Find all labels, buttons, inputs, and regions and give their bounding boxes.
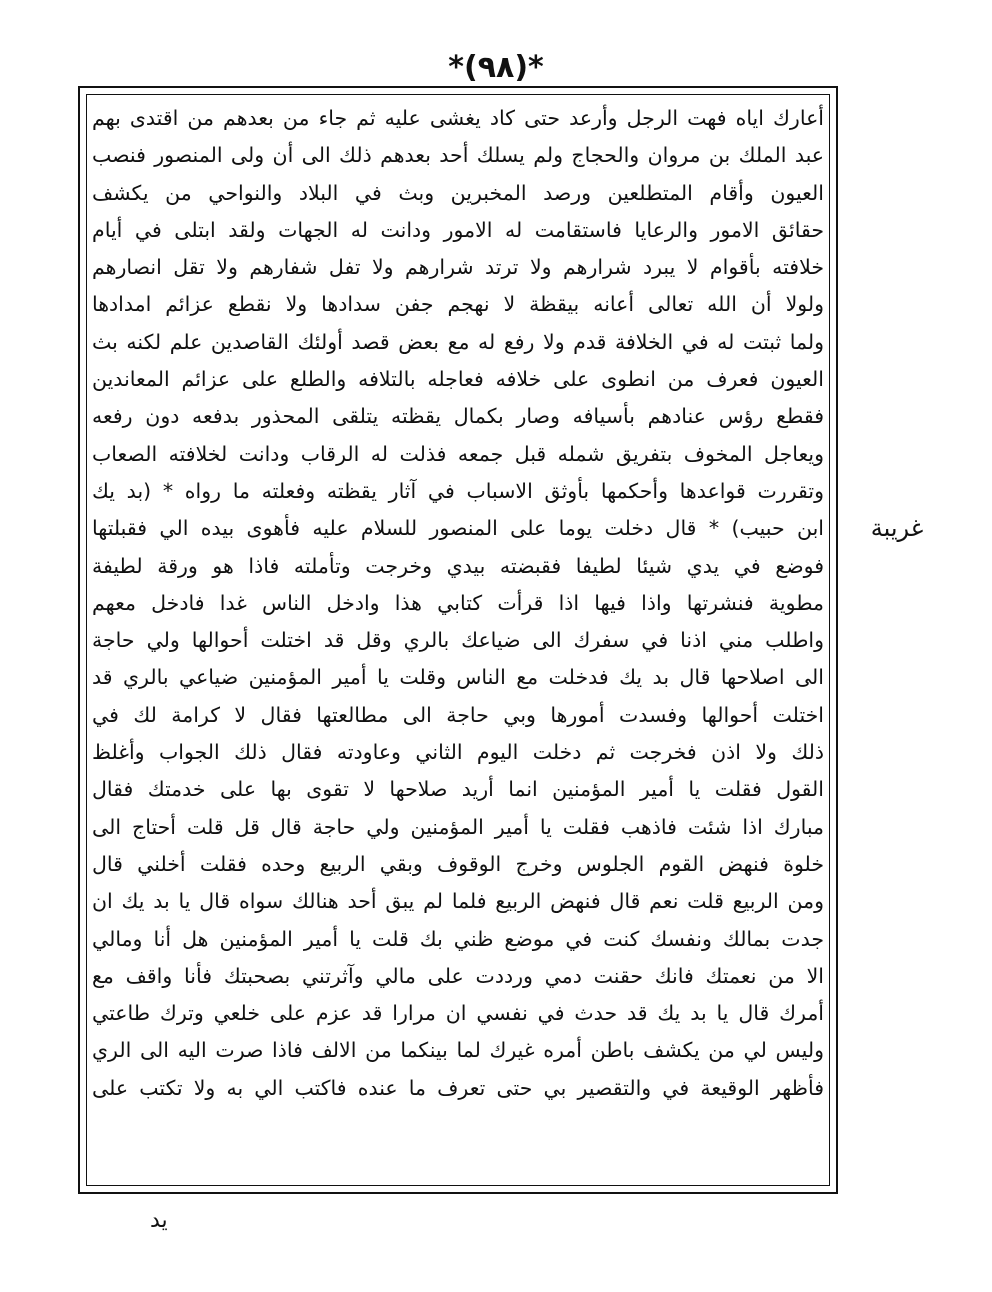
text-line: فأظهر الوقيعة في والتقصير بي حتى تعرف ما عنده فاكتب الي به ولا تكتب على bbox=[92, 1075, 824, 1100]
text-line: عبد الملك بن مروان والحجاج ولم يسلك أحد بعدهم ذلك الى أن ولى المنصور فنصب bbox=[92, 143, 824, 168]
text-line: خلافته بأقوام لا يبرد شرارهم ولا ترتد شرارهم ولا تفل شفارهم ولا تقل انصارهم bbox=[92, 255, 824, 280]
text-line: جدت بمالك ونفسك كنت في موضع ظني بك قلت يا أمير المؤمنين هل أنا ومالي bbox=[92, 926, 824, 951]
text-line: الا من نعمتك فانك حقنت دمي ورددت على مالي وآثرتني بصحبتك فأنا واقف مع bbox=[92, 963, 824, 988]
text-line: اختلت أحوالها وفسدت أمورها وبي حاجة الى مطالعتها فقال لا كرامة لك في bbox=[92, 702, 824, 727]
catchword: يد bbox=[150, 1208, 168, 1233]
text-line: ويعاجل المخوف بتفريق شمله قبل جمعه فذلت له الرقاب ودانت لخلافته الصعاب bbox=[92, 441, 824, 466]
text-line: الى اصلاحها قال بد يك فدخلت مع الناس وقلت يا أمير المؤمنين ضياعي بالري قد bbox=[92, 665, 824, 690]
text-line: أمرك قال يا بد يك قد حدث في نفسي ان مرارا قد عزم على خلعي وترك طاعتي bbox=[92, 1001, 824, 1026]
text-line: العيون وأقام المتطلعين ورصد المخبرين وبث في البلاد والنواحي من يكشف bbox=[92, 180, 824, 205]
text-line: وليس لي من يكشف باطن أمره غيرك لما بينكما من الالف فاذا صرت اليه الى الري bbox=[92, 1038, 824, 1063]
text-line: مبارك اذا شئت فاذهب فقلت يا أمير المؤمنين ولي حاجة قال قل قلت أحتاج الى bbox=[92, 814, 824, 839]
text-line: فوضع في يدي شيئا لطيفا فقبضته بيدي وخرجت وتأملته فاذا هو ورقة لطيفة bbox=[92, 553, 824, 578]
text-line: ولولا أن الله تعالى أعانه بيقظة لا نهجم جفن سدادها ولا نقطع عزائم امدادها bbox=[92, 292, 824, 317]
text-line: حقائق الامور والرعايا فاستقامت له الامور ودانت له الجهات ولقد ابتلى في أيام bbox=[92, 217, 824, 242]
page-number: *(٩٨)* bbox=[448, 50, 544, 85]
body-text bbox=[92, 100, 824, 1107]
text-line: ولما ثبتت له في الخلافة قدم ولا رفع له مع بعض قصد أولئك القاصدين علم لكنه بث bbox=[92, 329, 824, 354]
text-line: أعارك اياه فهت الرجل وأرعد حتى كاد يغشى عليه ثم جاء من بعدهم من اقتدى بهم bbox=[92, 106, 824, 130]
text-line: مطوية فنشرتها واذا فيها اذا قرأت كتابي هذا وادخل الناس غدا فادخل معهم bbox=[92, 590, 824, 615]
text-line: ذلك ولا اذن فخرجت ثم دخلت اليوم الثاني وعاودته فقال ذلك الجواب وأغلظ bbox=[92, 740, 824, 765]
text-line: ابن حبيب) * قال دخلت يوما على المنصور للسلام عليه فأهوى بيده الي فقبلتها bbox=[92, 516, 824, 541]
text-line: العيون فعرف من انطوى على خلافه فعاجله بالتلافه والطلع على عزائم المعاندين bbox=[92, 367, 824, 392]
text-line: وتقررت قواعدها وأحكمها بأوثق الاسباب في آثار يقظته وفعلته ما رواه * (بد يك bbox=[92, 478, 824, 503]
text-line: ومن الربيع قلت نعم قال فنهض الربيع فلما لم يبق أحد هنالك سواه قال يا بد يك ان bbox=[92, 889, 824, 914]
text-line: القول فقلت يا أمير المؤمنين انما أريد صلاحها لا تقوى بها على خدمتك فقال bbox=[92, 777, 824, 802]
text-line: خلوة فنهض القوم الجلوس وخرج الوقوف وبقي الربيع وحده فقلت أخلني قال bbox=[92, 851, 824, 876]
margin-note: غريبة bbox=[870, 514, 924, 542]
text-line: واطلب مني اذنا في سفرك الى ضياعك بالري وقل قد اختلت أحوالها ولي حاجة bbox=[92, 628, 824, 653]
text-line: فقطع رؤس عنادهم بأسيافه وصار بكمال يقظته يتلقى المحذور بدفعه دون رفعه bbox=[92, 404, 824, 429]
